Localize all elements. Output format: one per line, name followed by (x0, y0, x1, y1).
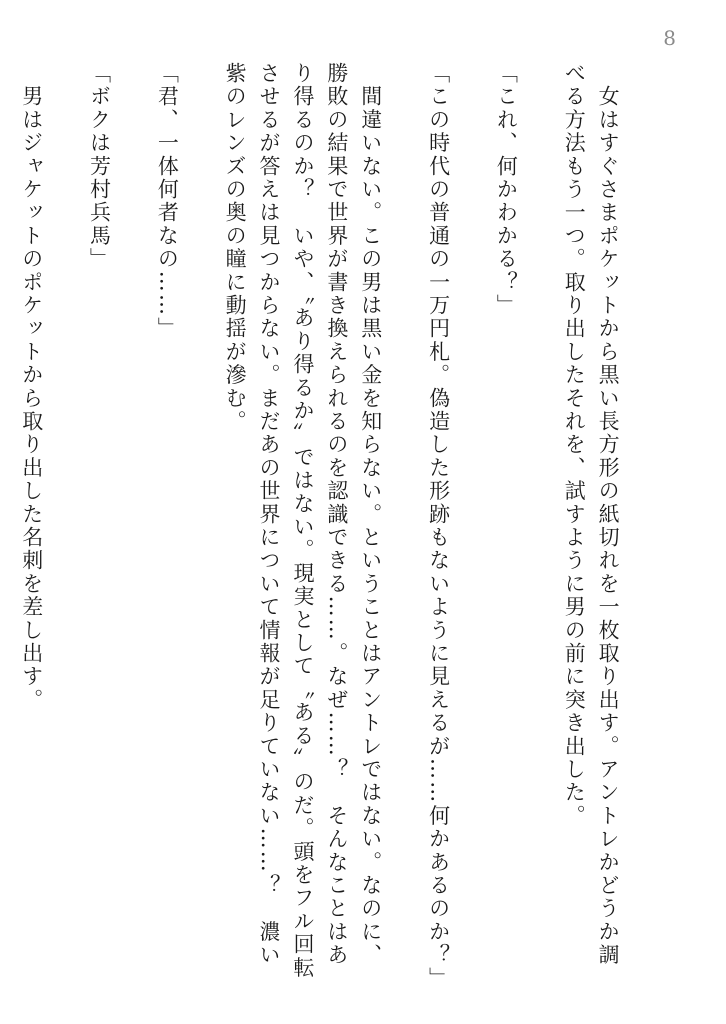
page-number: 8 (663, 26, 676, 50)
paragraph-4: 間違いない。この男は黒い金を知らない。ということはアントレではない。なのに、勝敗の結果で世界が書き換えられるのを認識できる……。なぜ……？ そんなことはあり得るのか？ いや、〝あり得るか〟ではない。現実として〝ある〟のだ。頭をフル回転させるが答えは見つからない。まだあの世界について情報が足りていない……？ 濃い紫のレンズの奥の瞳に動揺が滲む。 (223, 62, 383, 980)
paragraph-3: 「この時代の普通の一万円札。偽造した形跡もないように見えるが……何かあるのか？」 (426, 62, 451, 990)
paragraph-7: 男はジャケットのポケットから取り出した名刺を差し出す。 (19, 62, 44, 712)
paragraph-5: 「君、一体何者なの……」 (155, 62, 180, 341)
paragraph-1: 女はすぐさまポケットから黒い長方形の紙切れを一枚取り出す。アントレかどうか調べる方法もう一つ。取り出したそれを、試すように男の前に突き出した。 (562, 62, 621, 967)
paragraph-2: 「これ、何かわかる？」 (494, 62, 519, 318)
novel-text (19, 62, 658, 990)
paragraph-6: 「ボクは芳村兵馬」 (87, 62, 112, 271)
